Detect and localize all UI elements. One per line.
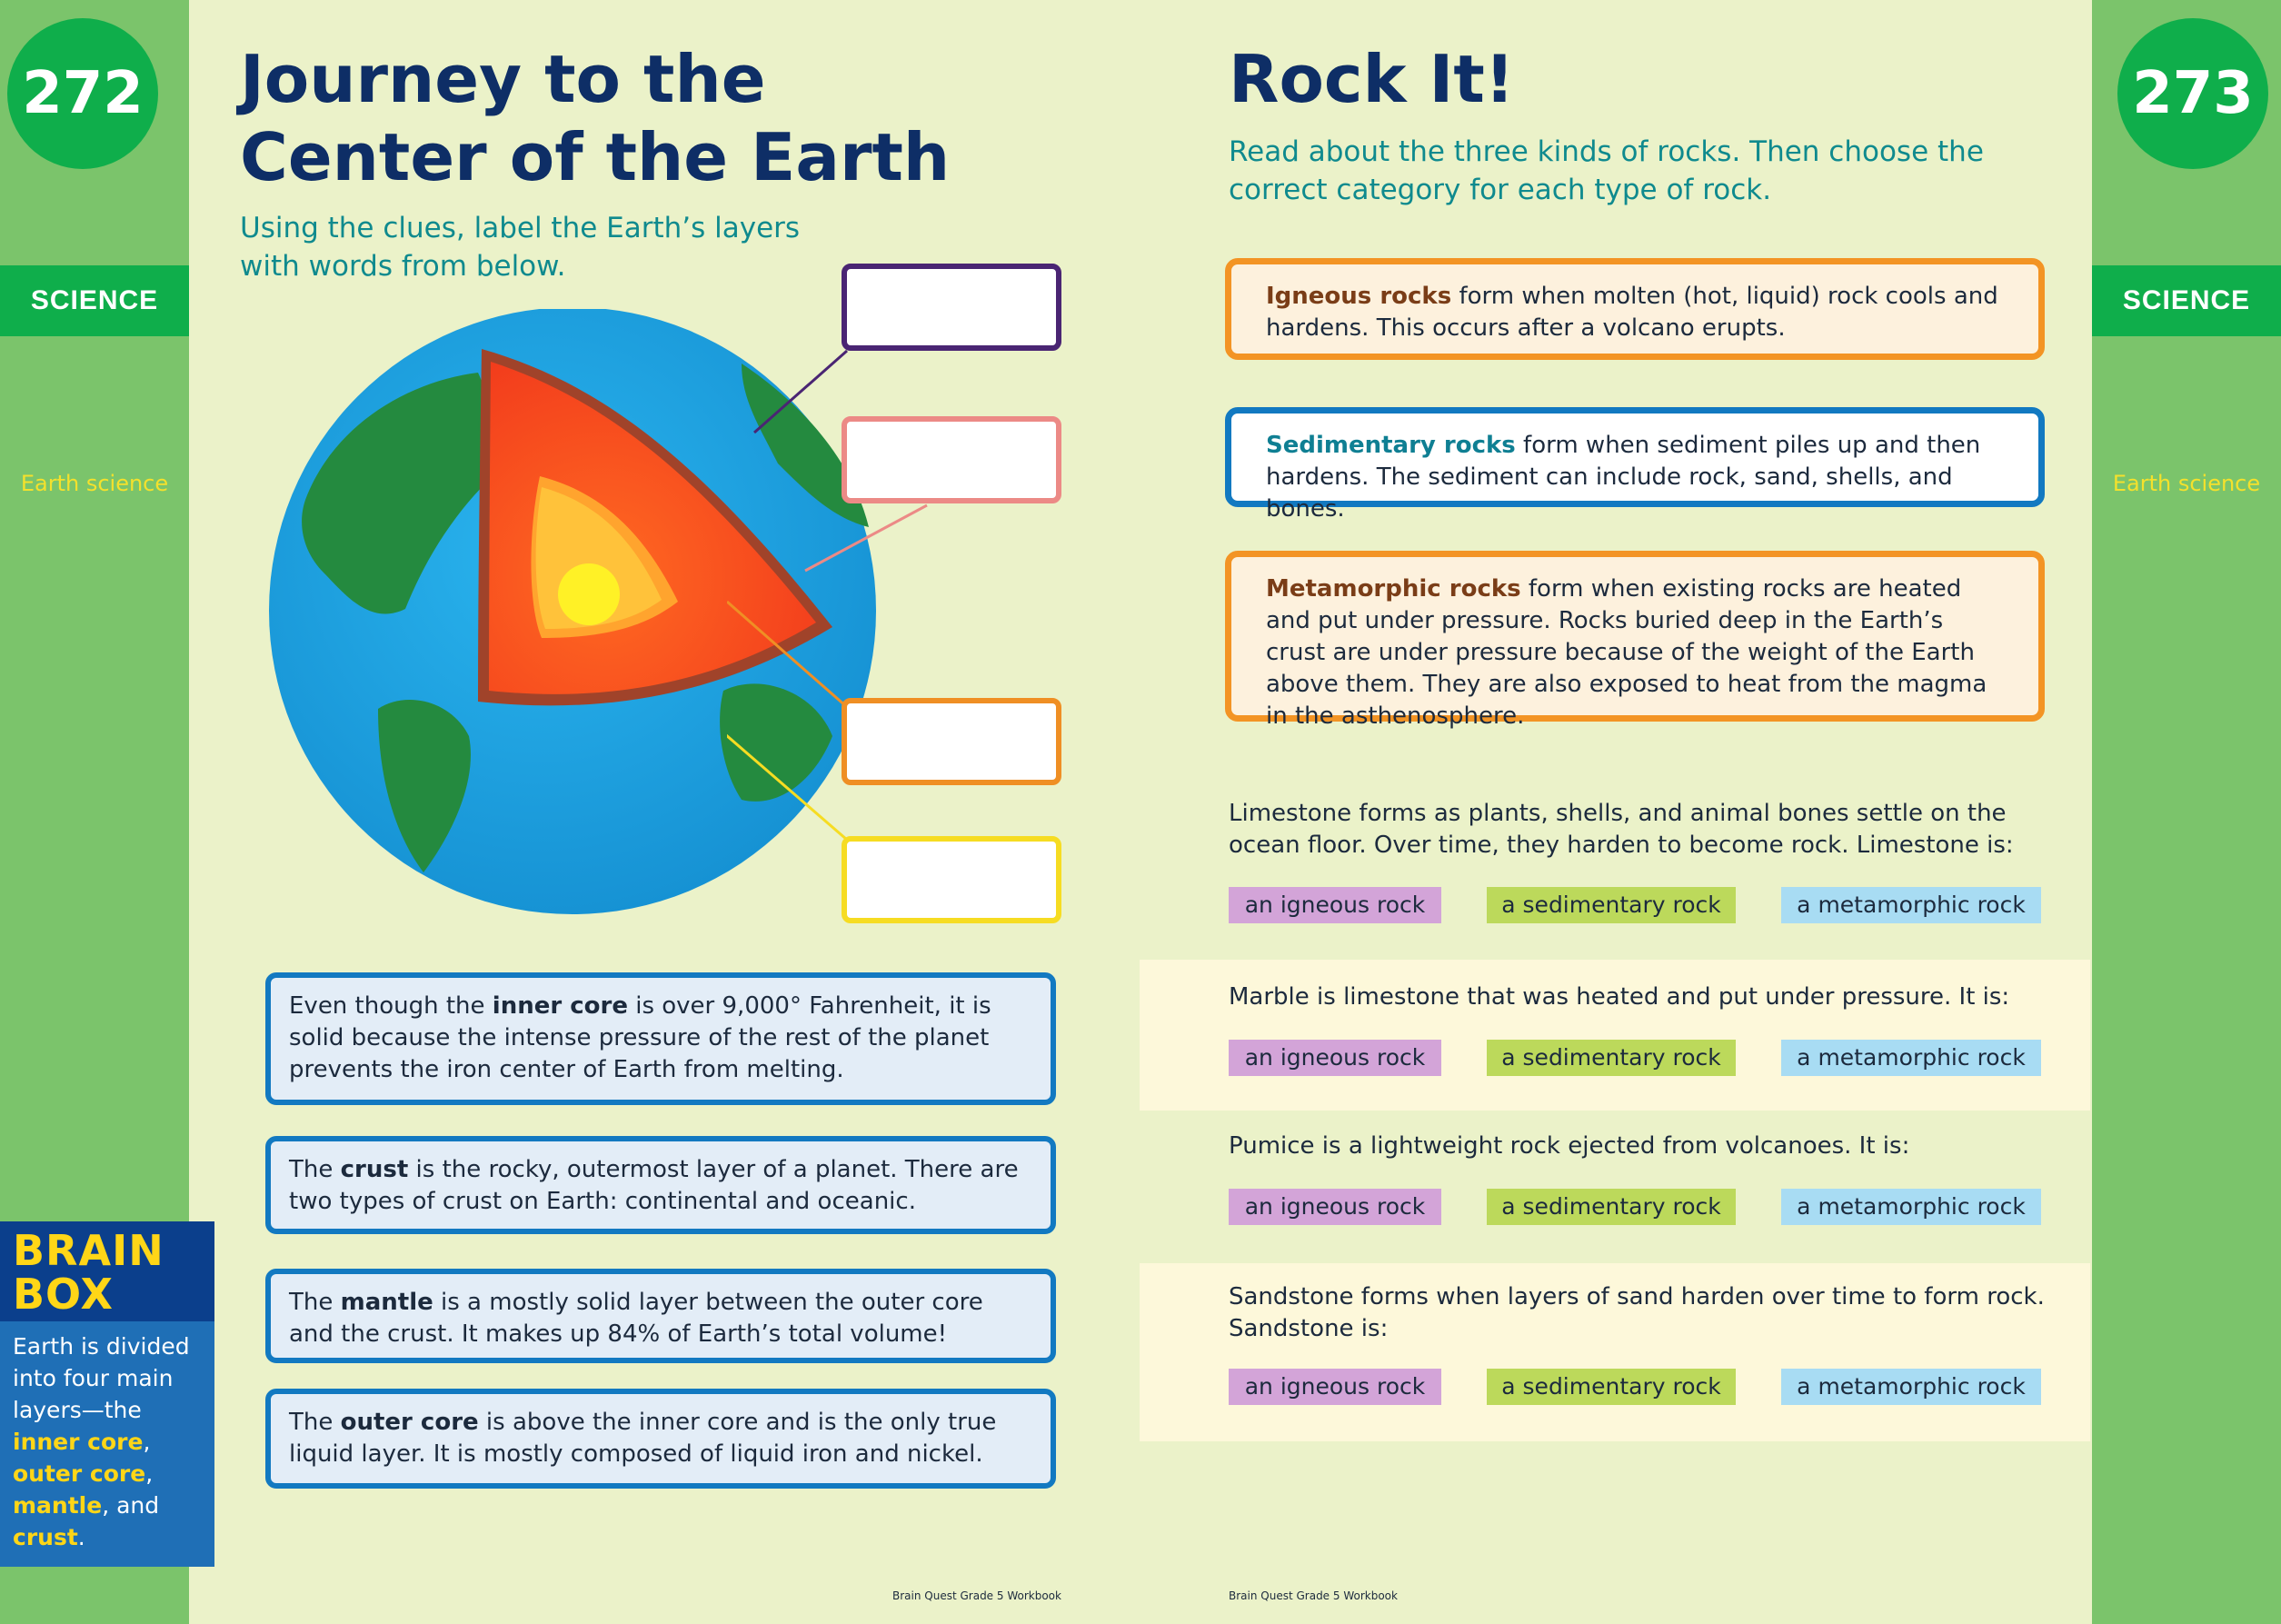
page-subtitle-right: Read about the three kinds of rocks. Then choose the correct category for each type of rock. <box>1229 135 1984 206</box>
topic-label-left: Earth science <box>20 471 169 496</box>
clue-term: mantle <box>340 1289 433 1316</box>
brain-box-title <box>0 1221 214 1321</box>
rock-type-text: form when molten (hot, liquid) rock cools and hardens. This occurs after a volcano erupts. <box>1266 283 1998 342</box>
clue-box-outer-core <box>265 1389 1056 1489</box>
rock-type-text: form when existing rocks are heated and put under pressure. Rocks buried deep in the Earth’s crust are under pressure because of the weight of the Earth above them. They are also exposed to heat from the magma in the asthenosphere. <box>1266 575 1987 730</box>
rock-box-igneous <box>1225 258 2045 360</box>
brain-box-title-line2: BOX <box>13 1270 114 1319</box>
pointer-line-1 <box>754 351 847 433</box>
option-metamorphic-q3[interactable]: a metamorphic rock <box>1781 1189 2041 1225</box>
brain-hl-outer-core: outer core <box>13 1460 146 1487</box>
clue-text: The <box>289 1409 341 1436</box>
option-sedimentary-q2[interactable]: a sedimentary rock <box>1487 1040 1736 1076</box>
brain-hl-mantle: mantle <box>13 1492 103 1519</box>
topic-label-right: Earth science <box>2112 471 2261 496</box>
pointer-line-2 <box>805 505 927 571</box>
brain-box-title-line1: BRAIN <box>13 1226 164 1275</box>
label-box-1[interactable] <box>842 264 1061 351</box>
label-box-2[interactable] <box>842 416 1061 503</box>
question-marble: Marble is limestone that was heated and put under pressure. It is: <box>1229 983 2010 1011</box>
rock-type-name: Sedimentary rocks <box>1266 432 1516 459</box>
clue-text: is the rocky, outermost layer of a planet. There are two types of crust on Earth: continental and oceanic. <box>289 1156 1019 1215</box>
section-label-right: SCIENCE <box>2092 265 2281 336</box>
right-side-strip <box>2092 0 2281 1624</box>
clue-text: The <box>289 1156 341 1183</box>
brain-sep: , and <box>102 1492 160 1519</box>
clue-term: crust <box>340 1156 409 1183</box>
pointer-line-4 <box>727 618 847 840</box>
brain-hl-inner-core: inner core <box>13 1429 144 1455</box>
option-igneous-q3[interactable]: an igneous rock <box>1229 1189 1441 1225</box>
clue-term: outer core <box>340 1409 479 1436</box>
brain-text-intro: Earth is divided into four main layers—the <box>13 1333 190 1423</box>
clue-text: is a mostly solid layer between the outer core and the crust. It makes up 84% of Earth’s total volume! <box>289 1289 983 1348</box>
rock-type-name: Igneous rocks <box>1266 283 1452 310</box>
section-label-left: SCIENCE <box>0 265 189 336</box>
rock-box-sedimentary <box>1225 407 2045 523</box>
brain-box-text <box>0 1321 214 1562</box>
option-sedimentary-q1[interactable]: a sedimentary rock <box>1487 887 1736 923</box>
clue-box-inner-core <box>265 972 1056 1105</box>
brain-end: . <box>77 1524 85 1550</box>
question-limestone: Limestone forms as plants, shells, and animal bones settle on the ocean floor. Over time, they harden to become rock. Limestone is: <box>1229 800 2014 859</box>
clue-text: is over 9,000° Fahrenheit, it is solid because the intense pressure of the rest of the planet prevents the iron center of Earth from melting. <box>289 992 991 1083</box>
label-box-3[interactable] <box>842 698 1061 785</box>
label-box-4[interactable] <box>842 836 1061 923</box>
option-igneous-q2[interactable]: an igneous rock <box>1229 1040 1441 1076</box>
brain-sep: , <box>143 1429 151 1455</box>
option-metamorphic-q2[interactable]: a metamorphic rock <box>1781 1040 2041 1076</box>
footer-left: Brain Quest Grade 5 Workbook <box>892 1589 1061 1602</box>
clue-text: is above the inner core and is the only true liquid layer. It is mostly composed of liquid iron and nickel. <box>289 1409 997 1468</box>
rock-type-text: form when sediment piles up and then hardens. The sediment can include rock, sand, shells, and bones. <box>1266 432 1981 523</box>
question-sandstone: Sandstone forms when layers of sand harden over time to form rock. Sandstone is: <box>1229 1283 2045 1342</box>
page-number-right: 273 <box>2117 18 2268 169</box>
rock-type-name: Metamorphic rocks <box>1266 575 1521 603</box>
clue-text: The <box>289 1289 341 1316</box>
clue-box-crust <box>265 1136 1056 1234</box>
brain-sep: , <box>145 1460 154 1487</box>
option-sedimentary-q3[interactable]: a sedimentary rock <box>1487 1189 1736 1225</box>
option-igneous-q4[interactable]: an igneous rock <box>1229 1369 1441 1405</box>
option-metamorphic-q4[interactable]: a metamorphic rock <box>1781 1369 2041 1405</box>
clue-box-mantle <box>265 1269 1056 1363</box>
brain-box <box>0 1221 214 1567</box>
brain-hl-crust: crust <box>13 1524 78 1550</box>
inner-core-layer <box>558 563 620 625</box>
page-number-left: 272 <box>7 18 158 169</box>
option-sedimentary-q4[interactable]: a sedimentary rock <box>1487 1369 1736 1405</box>
question-pumice: Pumice is a lightweight rock ejected from volcanoes. It is: <box>1229 1132 1910 1160</box>
page-subtitle-left: Using the clues, label the Earth’s layers with words from below. <box>240 212 801 283</box>
page-title-right: Rock It! <box>1229 41 1515 117</box>
clue-term: inner core <box>492 992 628 1020</box>
rock-box-metamorphic <box>1225 551 2045 730</box>
pointer-line-3 <box>727 602 847 707</box>
page-title-left: Journey to the Center of the Earth <box>240 41 951 195</box>
clue-text: Even though the <box>289 992 493 1020</box>
option-igneous-q1[interactable]: an igneous rock <box>1229 887 1441 923</box>
option-metamorphic-q1[interactable]: a metamorphic rock <box>1781 887 2041 923</box>
footer-right: Brain Quest Grade 5 Workbook <box>1229 1589 1398 1602</box>
